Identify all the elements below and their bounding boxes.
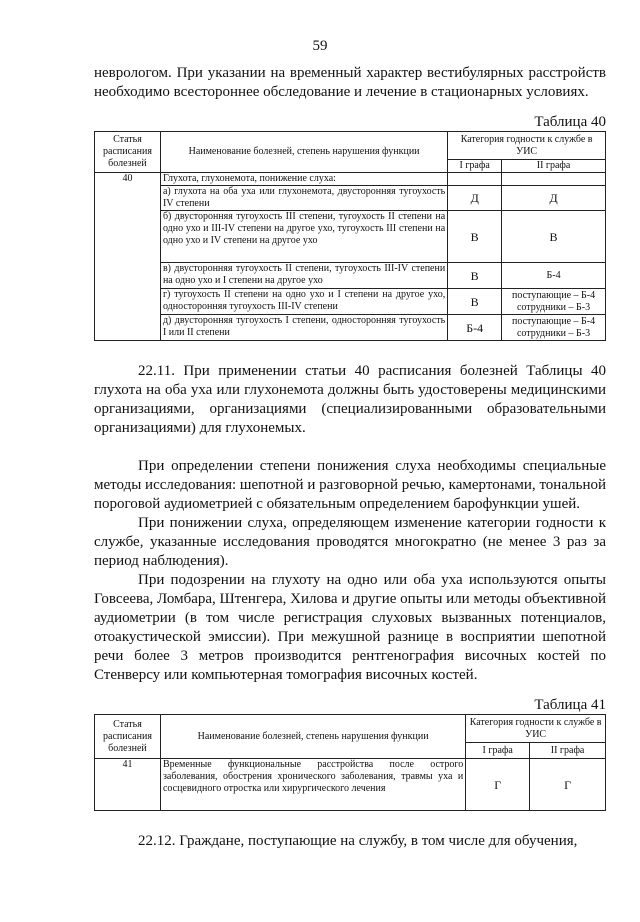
- table-41: [94, 714, 606, 811]
- table-row: [95, 211, 606, 263]
- table-row: [95, 186, 606, 211]
- row-g2-line: сотрудники – Б-3: [516, 301, 591, 313]
- table-40: [94, 131, 606, 341]
- row-desc: г) тугоухость II степени на одно ухо и I степени на другое ухо, односторонняя тугоухость III-IV степени: [160, 289, 447, 315]
- row-g2-line: поступающие – Б-4: [512, 315, 596, 327]
- row-g2: В: [502, 211, 606, 263]
- paragraph-22-11: 22.11. При применении статьи 40 расписания болезней Таблицы 40 глухота на оба уха или глухонемота должны быть удостоверены медицинскими организациями, организациями (специализированными образовательными организациями) для глухонемых.: [94, 363, 606, 436]
- row-g2: Б-4: [502, 263, 606, 289]
- row-g1: В: [448, 211, 502, 263]
- row-g2: Г: [530, 759, 606, 811]
- paragraph-hearing-methods: При определении степени понижения слуха необходимы специальные методы исследования: шепотной и разговорной речью, камертонами, тональной пороговой аудиометрией с обязательным определением барофункции ушей.: [94, 458, 606, 512]
- row-g2-line: сотрудники – Б-3: [516, 327, 591, 339]
- page-number: 59: [312, 38, 328, 54]
- table41-caption: Таблица 41: [534, 697, 606, 713]
- col-category-header: Категория годности к службе в УИС: [448, 132, 606, 160]
- paragraph-22-12: 22.12. Граждане, поступающие на службу, в том числе для обучения,: [138, 833, 578, 849]
- row-desc: б) двусторонняя тугоухость III степени, тугоухость II степени на одно ухо и III-IV степени на другое ухо, тугоухость III степени на одно ухо и IV степени на другое ухо: [160, 211, 447, 263]
- row-g1: В: [448, 263, 502, 289]
- row-g2: Д: [502, 186, 606, 211]
- table-row: [95, 263, 606, 289]
- sub-col-2-header: II графа: [502, 160, 606, 173]
- row-g1: Д: [448, 186, 502, 211]
- table-row: [95, 289, 606, 315]
- col-name-header: Наименование болезней, степень нарушения функции: [160, 715, 465, 759]
- article-number: 41: [95, 759, 161, 811]
- sub-col-1-header: I графа: [448, 160, 502, 173]
- col-article-header: Статья расписания болезней: [95, 715, 161, 759]
- table-row: [95, 315, 606, 341]
- col-name-header: Наименование болезней, степень нарушения функции: [160, 132, 447, 173]
- col-category-header: Категория годности к службе в УИС: [466, 715, 606, 743]
- row-g1: В: [448, 289, 502, 315]
- group-title: Глухота, глухонемота, понижение слуха:: [160, 173, 447, 186]
- paragraph-deafness-suspicion: При подозрении на глухоту на одно или оба уха используются опыты Говсеева, Ломбара, Штенгера, Хилова и другие опыты или методы объективной аудиометрии (в том числе регистрация слуховых вызванных потенциалов, отоакустической эмиссии). При межушной разнице в восприятии шепотной речи более 3 метров производится рентгенография височных костей по Стенверсу или компьютерная томография височных костей.: [94, 572, 606, 683]
- row-g2: [502, 315, 606, 341]
- row-desc: Временные функциональные расстройства после острого заболевания, обострения хронического заболевания, травмы уха и сосцевидного отростка или хирургического лечения: [160, 759, 465, 811]
- article-number: 40: [95, 173, 161, 341]
- row-g1: Г: [466, 759, 530, 811]
- row-g2: [502, 289, 606, 315]
- table40-caption: Таблица 40: [534, 114, 606, 130]
- table-row: [95, 759, 606, 811]
- row-desc: в) двусторонняя тугоухость II степени, тугоухость III-IV степени на одно ухо и I степени на другое ухо: [160, 263, 447, 289]
- intro-paragraph: неврологом. При указании на временный характер вестибулярных расстройств необходимо всестороннее обследование и лечение в стационарных условиях.: [94, 65, 606, 100]
- row-desc: д) двусторонняя тугоухость I степени, односторонняя тугоухость I или II степени: [160, 315, 447, 341]
- sub-col-2-header: II графа: [530, 743, 606, 759]
- row-desc: а) глухота на оба уха или глухонемота, двусторонняя тугоухость IV степени: [160, 186, 447, 211]
- col-article-header: Статья расписания болезней: [95, 132, 161, 173]
- paragraph-repeated-tests: При понижении слуха, определяющем изменение категории годности к службе, указанные исследования проводятся многократно (не менее 3 раз за период наблюдения).: [94, 515, 606, 569]
- sub-col-1-header: I графа: [466, 743, 530, 759]
- row-g1: Б-4: [448, 315, 502, 341]
- row-g2-line: поступающие – Б-4: [512, 289, 596, 301]
